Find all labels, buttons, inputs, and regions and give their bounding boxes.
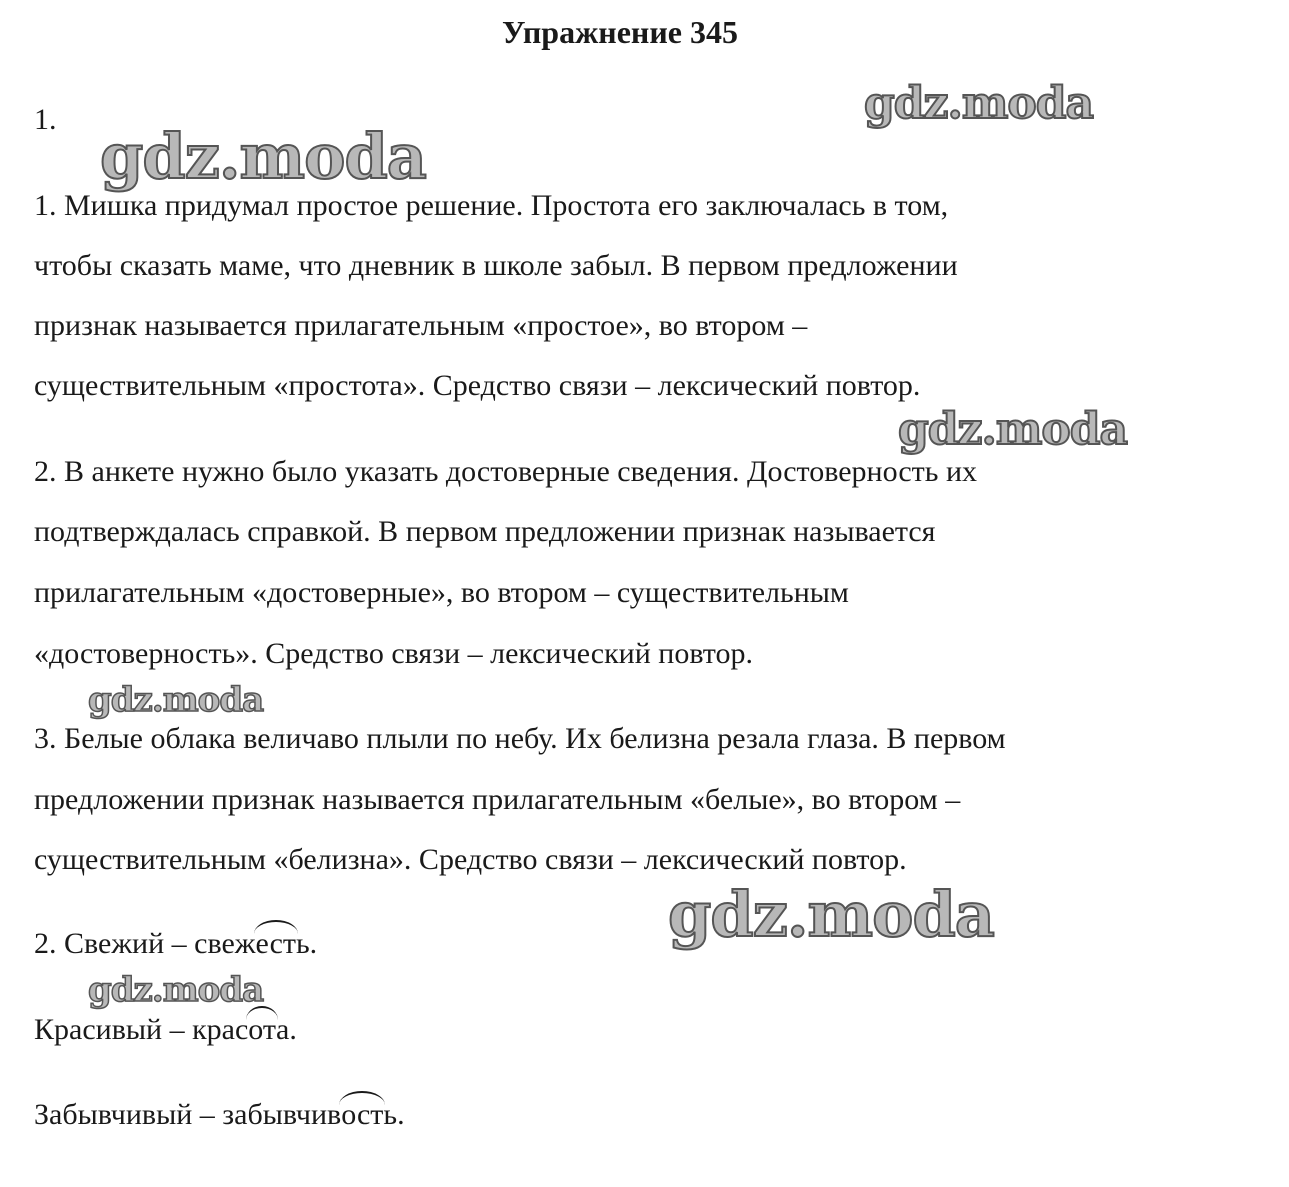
section-number: 1. [34, 103, 57, 136]
suffix-morpheme-mark: ост [341, 1098, 384, 1131]
suffix-morpheme-mark: ест [255, 927, 296, 960]
word-pair-ending: а. [276, 1013, 297, 1046]
text-line: 3. Белые облака величаво плыли по небу. Их белизна резала глаза. В первом [34, 722, 1006, 755]
text-line: существительным «белизна». Средство связи – лексический повтор. [34, 843, 907, 876]
word-pair-prefix: Красивый – крас [34, 1013, 249, 1046]
text-line: прилагательным «достоверные», во втором – существительным [34, 576, 849, 609]
word-pair-prefix: 2. Свежий – свеж [34, 927, 256, 960]
word-pair-prefix: Забывчивый – забывчив [34, 1098, 342, 1131]
text-line: 2. В анкете нужно было указать достоверные сведения. Достоверность их [34, 455, 977, 488]
text-line: признак называется прилагательным «простое», во втором – [34, 309, 808, 342]
text-line: существительным «простота». Средство связи – лексический повтор. [34, 369, 921, 402]
word-pair [34, 1012, 297, 1048]
watermark-logo: gdz.moda [100, 120, 426, 193]
watermark-logo: gdz.moda [668, 878, 994, 951]
text-line: подтверждалась справкой. В первом предложении признак называется [34, 515, 936, 548]
watermark-logo: gdz.moda [864, 78, 1094, 129]
watermark-logo: gdz.moda [88, 970, 264, 1010]
watermark-logo: gdz.moda [898, 404, 1128, 455]
word-pair [34, 926, 317, 962]
watermark-logo: gdz.moda [88, 680, 264, 720]
exercise-title: Упражнение 345 [501, 14, 738, 50]
suffix-morpheme-mark: от [248, 1013, 276, 1046]
text-line: чтобы сказать маме, что дневник в школе забыл. В первом предложении [34, 249, 958, 282]
word-pair-ending: ь. [383, 1098, 405, 1131]
text-line: 1. Мишка придумал простое решение. Простота его заключалась в том, [34, 189, 949, 222]
text-line: предложении признак называется прилагательным «белые», во втором – [34, 783, 961, 816]
word-pair [34, 1097, 405, 1133]
text-line: «достоверность». Средство связи – лексический повтор. [34, 637, 753, 670]
word-pair-ending: ь. [296, 927, 318, 960]
